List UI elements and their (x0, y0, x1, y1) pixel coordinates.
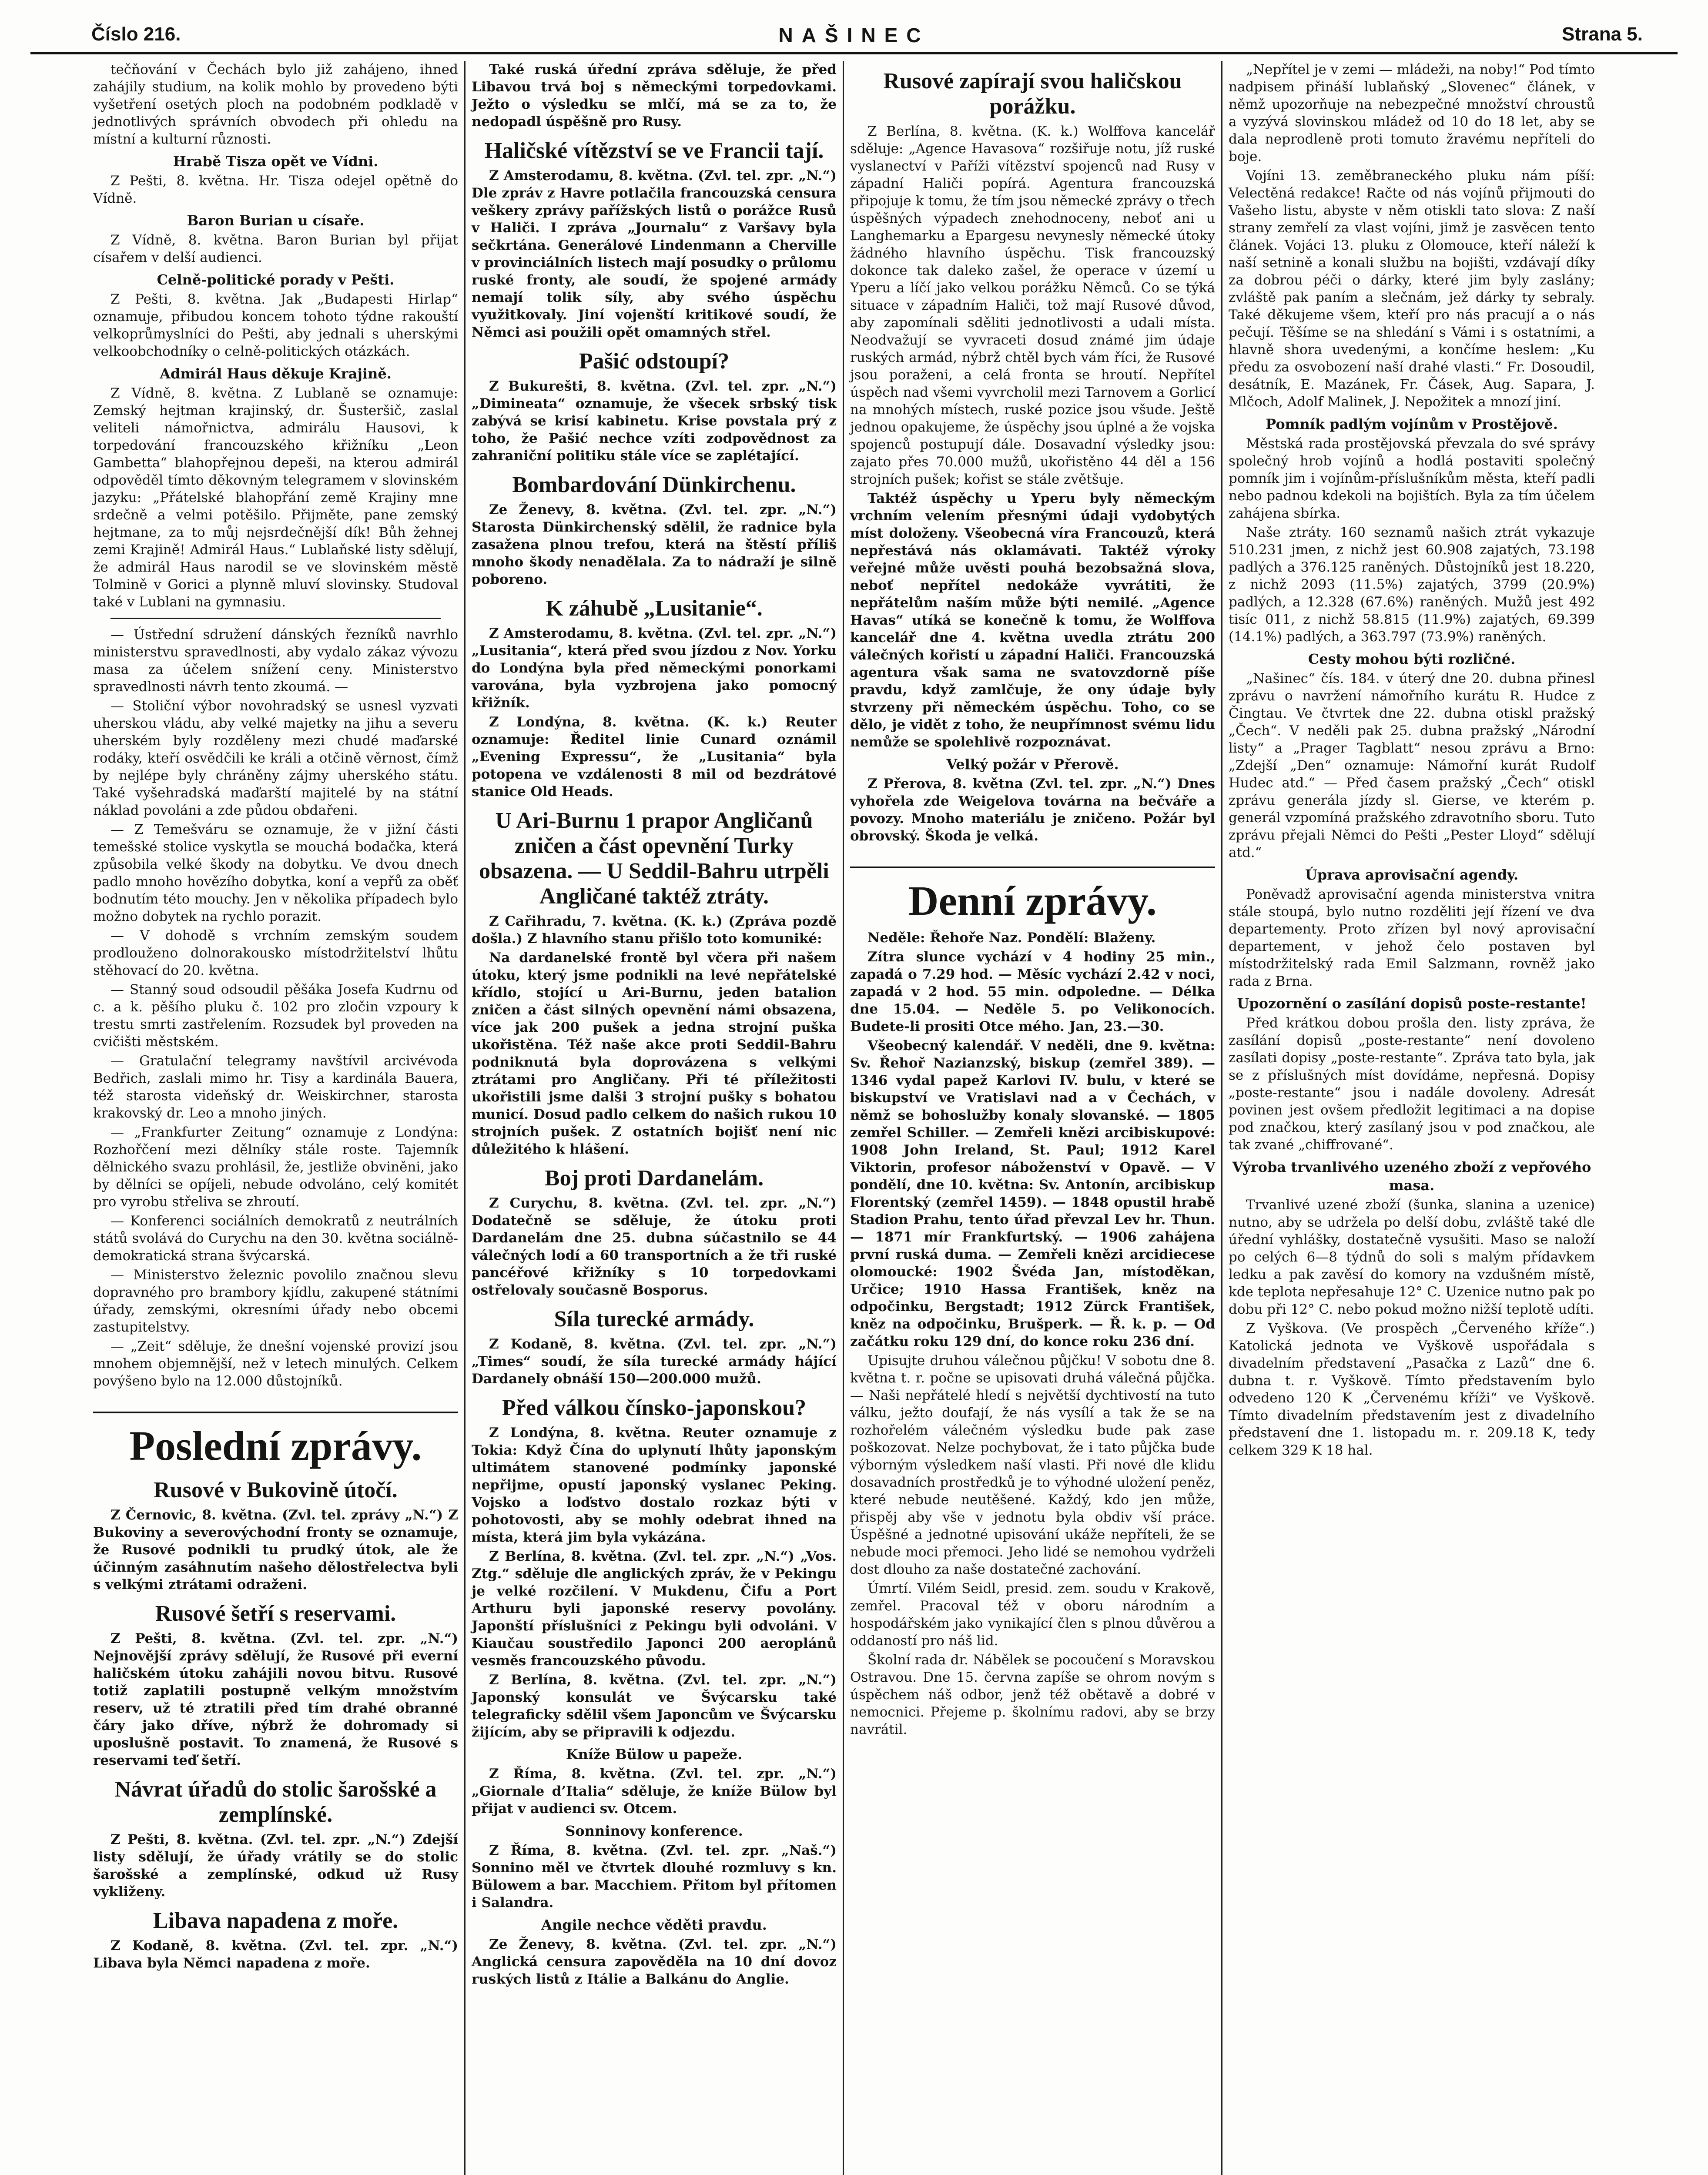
article-text: Školní rada dr. Nábělek se pocoučení s Moravskou Ostravou. Dne 15. června zapíše se ohrom novým s úspěchem náš odbor, jenž též obětavě a dobré v nemocnici. Přejeme p. školnímu radovi, aby se brzy navrátil. (850, 1652, 1215, 1737)
article-heading: Před válkou čínsko-japonskou? (502, 1395, 807, 1420)
column-3 (844, 61, 1222, 2175)
article-text: Z Pešti, 8. května. (Zvl. tel. zpr. „N.“) Nejnovější zprávy sdělují, že Rusové při everní haličském útoku zahájili novou bitvu. Rusové totiž zaplatili postupně velkým množstvím reserv, už té ztratili před tím drahé obranné čáry jako dříve, nýbrž že dohromady si uposlušně postavit. To znamená, že Rusové s reservami teď šetří. (93, 1631, 458, 1768)
article-heading: Baron Burian u císaře. (187, 212, 365, 229)
article-heading: Angile nechce věděti pravdu. (541, 1917, 767, 1933)
article-text: Naše ztráty. 160 seznamů našich ztrát vykazuje 510.231 jmen, z nichž jest 60.908 zajatých, 73.198 padlých a 376.125 raněných. Důstojníků jest 18.220, z nichž 2093 (11.5%) zajatých, 3799 (20.9%) padlých, a 12.328 (67.6%) raněných. Mužů jest 492 tisíc 011, z nichž 58.815 (11.9%) zajatých, 69.399 (14.1%) padlých, a 363.797 (73.9%) raněných. (1229, 525, 1595, 645)
article-heading: Celně-politické porady v Pešti. (157, 271, 395, 288)
article-heading: Rusové šetří s reservami. (155, 1601, 396, 1626)
article-text: Zítra slunce vychází v 4 hodiny 25 min., zapadá o 7.29 hod. — Měsíc vychází 2.42 v noci, zapadá v 2 hod. 55 min. odpoledne. — Délka dne 15.04. — Neděle 5. po Velikonocích. Budete-li prositi Otce mého. Jan, 23.—30. (850, 949, 1215, 1034)
article-text: Vojíni 13. zeměbraneckého pluku nám píší: Velectěná redakce! Račte od nás vojínů přijmouti do Vašeho listu, abyste v něm otiskli tato slova: Z naší strany zemřelí za vlast vojíni, jimž je zasvěcen tento článek. Vojáci 13. pluku z Olomouce, kteří náleží k naší setnině a konali službu na bojišti, vzdávají díky za dobrou péči o dárky, které jim byly zaslány; zvláště pak paním a slečnám, jež dárky ty sebraly. Také děkujeme všem, kteří pro nás pracují a o nás pečují. Těšíme se na shledání s Vámi i s ostatními, a hlavně shora uvedenými, a končíme heslem: „Ku předu za osvobození naší drahé vlasti.“ Fr. Dosoudil, desátník, E. Mazánek, Fr. Čásek, Aug. Sapara, J. Mlčoch, Adolf Malinek, J. Nepožitek a mnozí jiní. (1229, 168, 1595, 410)
article-text: Z Přerova, 8. května (Zvl. tel. zpr. „N.“) Dnes vyhořela zde Weigelova továrna na bečváře a povozy. Mnoho materiálu je zničeno. Požár byl obrovský. Škoda je velká. (850, 776, 1215, 844)
article-text: — Konferenci sociálních demokratů z neutrálních států svolává do Curychu na den 30. května sociálně-demokratická strana švýcarská. (93, 1213, 458, 1264)
article-columns (87, 61, 1627, 2175)
article-heading: Návrat úřadů do stolic šarošské a zemplínské. (114, 1777, 437, 1827)
article-text: Z Říma, 8. května. (Zvl. tel. zpr. „N.“) „Giornale d’Italia“ sděluje, že kníže Bülow byl přijat v audienci sv. Otcem. (472, 1766, 837, 1817)
article-text: Před krátkou dobou prošla den. listy zpráva, že zasílání dopisů „poste-restante“ není dovoleno zasílati dopisy „poste-restante“. Zpráva tato byla, jak se z příslušných míst dovídáme, nepřesná. Dopisy „poste-restante“ jsou i nadále dovoleny. Adresát povinen jest ovšem předložit legitimaci a na dopise pod značkou, který zasílaný jsou v pod značkou, ale tak zvané „chiffrované“. (1229, 1015, 1595, 1153)
article-text: Z Pešti, 8. května. Jak „Budapesti Hirlap“ oznamuje, přibudou koncem tohoto týdne rakouští velkoprůmyslníci do Pešti, aby jednali s uherskými velkoobchodníky o celně-politických otázkách. (93, 291, 458, 359)
article-heading: Sonninovy konference. (565, 1823, 743, 1839)
article-text: Z Říma, 8. května. (Zvl. tel. zpr. „Naš.“) Sonnino měl ve čtvrtek dlouhé rozmluvy s kn. Bülowem a bar. Macchiem. Přitom byl přítomen i Salandra. (472, 1843, 837, 1911)
section-title-latest-news: Poslední zprávy. (93, 1412, 458, 1470)
article-text: — Z Temešváru se oznamuje, že v jižní části temešské stolice vyskytla se mouchá bodačka, která způsobila velké škody na dobytku. Ve dvou dnech padlo mnoho hovězího dobytka, koní a vepřů za oběť bodnutím této mouchy. Jen v několika případech bylo možno dobytek na rychlo porazit. (93, 822, 458, 924)
article-heading: K záhubě „Lusitanie“. (546, 596, 763, 621)
article-heading: Velký požár v Přerově. (946, 756, 1119, 773)
article-text: Z Pešti, 8. května. (Zvl. tel. zpr. „N.“) Zdejší listy sdělují, že úřady vrátily se do stolic šarošské a zemplínské, odkud už Rusy vykliženy. (93, 1832, 458, 1900)
article-text: Z Bukurešti, 8. května. (Zvl. tel. zpr. „N.“) „Dimineata“ oznamuje, že všecek srbský tisk zabývá se krisí kabinetu. Krise povstala prý z toho, že Pašić nechce vzíti zodpovědnost za zahraniční politiku stále více se zaplétající. (472, 378, 837, 464)
article-text: — „Zeit“ sděluje, že dnešní vojenské provizí jsou mnohem objemnější, než v letech minulých. Celkem povýšeno bylo na 12.000 důstojníků. (93, 1338, 458, 1389)
article-text: Z Kodaně, 8. května. (Zvl. tel. zpr. „N.“) Libava byla Němci napadena z moře. (93, 1938, 458, 1971)
article-text: Z Vídně, 8. května. Baron Burian byl přijat císařem v delší audienci. (93, 232, 458, 265)
article-text: Ze Ženevy, 8. května. (Zvl. tel. zpr. „N.“) Starosta Dünkirchenský sdělil, že radnice byla zasažena plnou trefou, která na štěstí příliš mnoho škody nenadělala. Za to nádraží je silně poboreno. (472, 502, 837, 587)
article-text: Z Berlína, 8. května. (K. k.) Wolffova kancelář sděluje: „Agence Havasova“ rozšiřuje notu, jíž ruské vyslanectví v Paříži vítězství spojenců nad Rusy v západní Haliči popírá. Agentura francouzská připojuje k tomu, že tím jsou německé zprávy o třech úspěšných výpadech znehodnoceny, neboť ani u Langhemarku a Epargesu nevynesly německé útoky žádného hlavního úspěchu. Tisk francouzský dokonce tak daleko zašel, že operace v území u Yperu a líčí jako velkou porážku Němců. Co se týká situace v západním Haliči, tož mají Rusové důvod, aby zapomínali sděliti jednotlivosti a udali místa. Neodvažují se vyvraceti dosud známé jim údaje ruských armád, nýbrž chtěl bych vám říci, že Rusové jsou poraženi, a celá fronta se hroutí. Nepřítel úspěch nad všemi vyvrcholil mezi Tarnovem a Gorlicí na mnohých místech, ruské pozice jsou všude. Ještě jednou opakujeme, že úspěchy jsou úplné a že vojska spojenců postupují dále. Dosavadní výsledky jsou: zajato přes 70.000 mužů, ukořistěno 44 děl a 156 strojních pušek; kořist se stále zvětšuje. (850, 124, 1215, 487)
article-text: Z Kodaně, 8. května. (Zvl. tel. zpr. „N.“) „Times“ soudí, že síla turecké armády hájící Dardanely obnáší 150—200.000 mužů. (472, 1336, 837, 1387)
article-heading: U Ari-Burnu 1 prapor Angličanů zničen a část opevnění Turky obsazena. — U Seddil-Bahru utrpěli Angličané taktéž ztráty. (479, 808, 829, 909)
article-heading: Kníže Bülow u papeže. (566, 1746, 743, 1763)
column-4 (1222, 61, 1601, 2175)
article-text: Z Vídně, 8. května. Z Lublaně se oznamuje: Zemský hejtman krajinský, dr. Šusteršič, zaslal veliteli námořnictva, admirálu Hausovi, k torpedování francouzského křižníku „Leon Gambetta“ blahopřejnou depeši, na kterou admirál odpověděl tímto děkovným telegramem v slovinském jazyku: „Přátelské blahopřání země Krajiny mne srdečně a velmi potěšilo. Přijměte, pane zemský hejtmane, za to můj nejsrdečnější dík! Bůh žehnej zemi Krajině! Admirál Haus.“ Lublaňské listy sdělují, že admirál Haus narodil se ve slovinském městě Tolmině v Gorici a plynně mluví slovinsky. Studoval také v Lublani na gymnasiu. (93, 385, 458, 610)
article-text: Ze Ženevy, 8. května. (Zvl. tel. zpr. „N.“) Anglická censura zapověděla na 10 dní dovoz ruských listů z Itálie a Balkánu do Anglie. (472, 1937, 837, 1987)
article-text: — Gratulační telegramy navštívil arcivévoda Bedřich, zaslali mimo hr. Tisy a kardinála Bauera, též starosta videňský dr. Weiskirchner, starosta krakovský dr. Leo a mnoho jiných. (93, 1053, 458, 1121)
article-text: Všeobecný kalendář. V neděli, dne 9. května: Sv. Řehoř Nazianzský, biskup (zemřel 389). — 1346 vydal papež Karlovi IV. bulu, v které se biskupství ve Vratislavi nad a v Čechách, v němž se bohoslužby konaly slovanské. — 1805 zemřel Schiller. — Zemřeli knězi arcibiskupové: 1908 John Ireland, St. Paul; 1912 Karel Viktorin, profesor náboženství v Opavě. — V pondělí, dne 10. května: Sv. Antonín, arcibiskup Florentský (zemřel 1459). — 1848 opustil hrabě Stadion Prahu, tento úřad převzal Lev hr. Thun. — 1871 mír Frankfurtský. — 1906 zahájena první ruská duma. — Zemřeli knězi arcidiecese olomoucké: 1902 Švéda Jan, místoděkan, Určice; 1910 Hassa František, kněz na odpočinku, Bergstadt; 1912 Zürck František, kněz na odpočinku, Brušperk. — Ř. k. p. — Od začátku roku 129 dní, do konce roku 236 dní. (850, 1038, 1215, 1349)
article-text: Z Berlína, 8. května. (Zvl. tel. zpr. „N.“) Japonský konsulát ve Švýcarsku také telegraficky sdělil všem Japoncům ve Švýcarsku žijícím, aby se připravili k odjezdu. (472, 1672, 837, 1740)
article-heading: Bombardování Dünkirchenu. (512, 472, 796, 497)
article-text: — Ústřední sdružení dánských řezníků navrhlo ministerstvu spravedlnosti, aby vydalo zákaz vývozu masa za účelem snížení ceny. Ministerstvo spravedlnosti návrh tento zkoumá. — (93, 627, 458, 695)
page-number: Strana 5. (1562, 23, 1643, 45)
article-text: — „Frankfurter Zeitung“ oznamuje z Londýna: Rozhořčení mezi dělníky stále roste. Tajemník dělnického svazu prohlásil, že, jestliže obviněni, jako by dělníci se opíjeli, nebude odvoláno, celý komitét pro vyrobu střeliva se zhroutí. (93, 1124, 458, 1210)
article-heading: Hrabě Tisza opět ve Vídni. (173, 153, 378, 170)
article-text: Také ruská úřední zpráva sděluje, že před Libavou trvá boj s německými torpedovkami. Ježto o výsledku se mlčí, má se za to, že nedopadl úspěšně pro Rusy. (472, 62, 837, 130)
article-heading: Upozornění o zasílání dopisů poste-restante! (1237, 995, 1587, 1012)
article-text: Z Londýna, 8. května. (K. k.) Reuter oznamuje: Ředitel linie Cunard oznámil „Evening Expressu“, že „Lusitania“ byla potopena ve vzdálenosti 8 mil od bezdrátové stanice Old Heads. (472, 714, 837, 800)
article-text: Z Cařihradu, 7. května. (K. k.) (Zpráva pozdě došla.) Z hlavního stanu přišlo toto komuniké: (472, 914, 837, 947)
section-title-daily-news: Denní zprávy. (850, 867, 1215, 925)
issue-number: Číslo 216. (91, 23, 181, 45)
column-2 (466, 61, 844, 2175)
divider (111, 618, 441, 619)
article-heading: Cesty mohou býti rozličné. (1308, 651, 1516, 667)
article-text: Z Berlína, 8. května. (Zvl. tel. zpr. „N.“) „Vos. Ztg.“ sděluje dle anglických zpráv, že v Pekingu je velké rozčilení. V Mukdenu, Čifu a Port Arthuru byli japonské reservy povolány. Japonští příslušníci z Pekingu byli odvoláni. V Kiaučau soustředilo Japonci 200 aeroplánů vesměs francouzského původu. (472, 1549, 837, 1669)
article-text: Úmrtí. Vilém Seidl, presid. zem. soudu v Krakově, zemřel. Pracoval též v oboru národním a hospodářském jako vynikající člen s plnou důvěrou a oddaností pro náš lid. (850, 1581, 1215, 1649)
article-heading: Síla turecké armády. (554, 1307, 754, 1332)
article-text: tečňování v Čechách bylo již zahájeno, ihned zahájily studium, na kolik mohlo by provedeno býti vyšetření osetých ploch na podobném podkladě v jednotlivých správních obvodech při ohledu na místní a kulturní různosti. (93, 62, 458, 147)
article-heading: Boj proti Dardanelám. (544, 1166, 764, 1191)
article-text: — Ministerstvo železnic povolilo značnou slevu dopravného pro brambory kjídlu, zakupené státními úřady, zemskými, okresními úřady nebo obcemi zastupitelstvy. (93, 1267, 458, 1335)
article-text: „Nepřítel je v zemi — mládeži, na noby!“ Pod tímto nadpisem přináší lublaňský „Slovenec“ článek, v němž upozorňuje na nebezpečné množství chroustů a vyzývá slovinskou mládež od 10 do 18 let, aby se dala neprodleně proti tomuto žravému nepříteli do boje. (1229, 62, 1595, 164)
article-text: — Stanný soud odsoudil pěšáka Josefa Kudrnu od c. a k. pěšího pluku č. 102 pro zločin vzpoury k trestu smrti zastřelením. Rozsudek byl proveden na cvičišti městském. (93, 982, 458, 1050)
article-text: — V dohodě s vrchním zemským soudem prodlouženo dolnorakousko místodržitelství lhůtu stěhovací do 20. května. (93, 928, 458, 978)
article-text: Z Černovic, 8. května. (Zvl. tel. zprávy „N.“) Z Bukoviny a severovýchodní fronty se oznamuje, že Rusové podnikli tu prudký útok, ale že účinným zasáhnutím našeho dělostřelectva byli s velkými ztrátami odraženi. (93, 1507, 458, 1593)
article-heading: Admirál Haus děkuje Krajině. (160, 365, 392, 382)
article-text: „Našinec“ čís. 184. v úterý dne 20. dubna přinesl zprávu o navržení námořního kurátu R. Hudce z Čingtau. Ve čtvrtek dne 22. dubna otiskl pražský „Čech“. V neděli pak 25. dubna pražský „Národní listy“ a „Prager Tagblatt“ nesou zprávu a Brno: „Zdejší „Den“ oznamuje: Námořní kurát Rudolf Hudec atd.“ — Před časem pražský „Čech“ otiskl zprávu generála jízdy sl. Gierse, ve kterém p. generál vzpomíná pražského zdravotního sboru. Tuto zprávu přejali Němci do Pešti „Pester Lloyd“ sdělují atd.“ (1229, 671, 1595, 860)
article-text: Z Pešti, 8. května. Hr. Tisza odejel opětně do Vídně. (93, 173, 458, 206)
masthead-title: NAŠINEC (778, 24, 930, 47)
article-heading: Haličské vítězství se ve Francii tají. (484, 138, 824, 163)
calendar-names: Neděle: Řehoře Naz. Pondělí: Blaženy. (867, 930, 1156, 946)
page-header (30, 0, 1678, 54)
article-text: Z Vyškova. (Ve prospěch „Červeného kříže“.) Katolická jednota ve Vyškově uspořádala s divadelním představení „Pasačka z Lazů“ dne 6. dubna t. r. Vyškově. Tímto představením bylo odvedeno 120 K „Červenému kříži“ ve Vyškově. Tímto divadelním představením jest z divadelního představení dne 1. listopadu m. r. 209.18 K, tedy celkem 329 K 18 hal. (1229, 1321, 1595, 1458)
article-text: Taktéž úspěchy u Yperu byly německým vrchním velením přesnými údaji vydobytých míst doloženy. Všeobecná víra Francouzů, která nepřestává nás oklamávati. Taktéž výroky veřejné může uvěsti pouhá bezobsažná slova, neboť nepřítel nedokáže vyvrátiti, že nepřátelům naším může býti nemilé. „Agence Havas“ utíká se konečně k tomu, že Wolffova kancelář dne 4. května uvedla ztrátu 200 válečných kořistí u západní Haliči. Francouzská agentura však sama ne svatovzdorně píše pravdu, když zamlčuje, že ony údaje byly stvrzeny při německém úspěchu. Toho, co se dělo, je vidět z toho, že neupřímnost svému lidu nemůže se spolehlivě rozpoznávat. (850, 491, 1215, 750)
article-text: Na dardanelské frontě byl včera při našem útoku, který jsme podnikli na levé nepřátelské křídlo, stojící u Ari-Burnu, jeden batalion zničen a část silných opevnění námi obsazena, více jak 200 pušek a jedna strojní puška ukořistěna. Též naše akce proti Seddil-Bahru podniknutá byla doprovázena s velkými ztrátami pro Angličany. Při té příležitosti ukořistili jsme dalši 3 strojní pušky s bohatou municí. Dosud padlo celkem do našich rukou 10 strojních pušek. Z ostatních bojišť není nic důležitého k hlášení. (472, 950, 837, 1157)
article-heading: Pašić odstoupí? (579, 349, 730, 374)
column-1 (87, 61, 466, 2175)
article-text: Z Amsterodamu, 8. května. (Zvl. tel. zpr. „N.“) „Lusitania“, která před svou jízdou z Nov. Yorku do Londýna byla před německými ponorkami varována, byla vyzbrojena jako pomocný křižník. (472, 626, 837, 711)
article-heading: Výroba trvanlivého uzeného zboží z vepřového masa. (1232, 1159, 1591, 1194)
article-text: Z Curychu, 8. května. (Zvl. tel. zpr. „N.“) Dodatečně se sděluje, že útoku proti Dardanelám dne 25. dubna súčastnilo se 44 válečných lodí a 60 transportních a že tři ruské pancéřové křižníky s 10 torpedovkami ostřelovaly současně Bosporus. (472, 1195, 837, 1298)
article-heading: Rusové v Bukovině útočí. (154, 1478, 398, 1502)
article-text: Trvanlivé uzené zboží (šunka, slanina a uzenice) nutno, aby se udržela po delší dobu, zvláště také dle úřední vyhlášky, dostatečně vysušiti. Maso se naloží po celých 6—8 týdnů do soli s malým přídavkem ledku a pak zavěsí do komory na vzdušném místě, kde teplota nepřesahuje 12° C. Uzenice nutno pak po dobu při 12° C. nebo pokud možno nižší teplotě udíti. (1229, 1197, 1595, 1317)
article-text: Z Londýna, 8. května. Reuter oznamuje z Tokia: Když Čína do uplynutí lhůty japonským ultimátem stanovené podmínky japonské nepřijme, opustí japonský vyslanec Peking. Vojsko a loďstvo dostalo rozkaz býti v pohotovosti, aby se mohly odebrat ihned na místa, která jim byla vykázána. (472, 1425, 837, 1545)
article-heading: Libava napadena z moře. (153, 1908, 399, 1933)
article-text: — Stoliční výbor novohradský se usnesl vyzvati uherskou vládu, aby velké majetky na jihu a severu uherském byly rozděleny mezi chudé maďarské rodáky, kteří osvědčili ke králi a otčině věrnost, čímž by nejlépe byly chráněny zájmy uherského státu. Také vyšehradská maďarští majitelé by na státní náklad povoláni a zde půdou obdařeni. (93, 698, 458, 818)
article-text: Poněvadž aprovisační agenda ministerstva vnitra stále stoupá, bylo nutno rozděliti její řízení ve dva departementy. Proto zřízen byl nový aprovisační departement, v jehož čelo postaven byl místodržitelský rada Emil Salzmann, rovněž jako rada z Brna. (1229, 887, 1595, 989)
article-heading: Úprava aprovisační agendy. (1305, 867, 1519, 883)
article-text: Z Amsterodamu, 8. května. (Zvl. tel. zpr. „N.“) Dle zpráv z Havre potlačila francouzská censura veškery zprávy pařížských listů o porážce Rusů v Haliči. I zpráva „Journalu“ z Varšavy byla sečkrtána. Generálové Lindenmann a Cherville v provinciálních listech mají posudky o průlomu ruské fronty, ale soudí, že spojené armády nemají tolik síly, aby svého úspěchu využitkovaly. Jiní vojenští kritikové soudí, že Němci asi použili opět omamných střel. (472, 168, 837, 340)
article-text: Upisujte druhou válečnou půjčku! V sobotu dne 8. května t. r. počne se upisovati druhá válečná půjčka. — Naši nepřátelé hledí s největší dychtivostí na tuto válku, ježto doufají, že nás vysílí a tak že se na rozhořelém válečném výsledku bude pak zase poškozovat. Nelze pochybovat, že i tato půjčka bude výborným výsledkem naší vlasti. Při nové dle klidu dosavadních prostředků je to výhodné uložení peněz, které nebude neutěšené. Každý, kdo jen může, přispěj aby vše v jednotu byla obdiv vší práce. Úspěšné a jednotné upisování ukáže nepříteli, že se nebude moci přemoci. Jeho lidé se nemohou vydrželi dost dlouho za naše dostatečné zachování. (850, 1353, 1215, 1577)
article-heading: Pomník padlým vojínům v Prostějově. (1266, 416, 1558, 432)
article-heading: Rusové zapírají svou haličskou porážku. (883, 69, 1182, 119)
article-text: Městská rada prostějovská převzala do své správy společný hrob vojínů a hodlá postaviti společný pomník jim i vojínům-příslušníkům města, kteří padli nebo padnou kdekoli na bojištích. Byla za tím účelem zahájena sbírka. (1229, 436, 1595, 521)
